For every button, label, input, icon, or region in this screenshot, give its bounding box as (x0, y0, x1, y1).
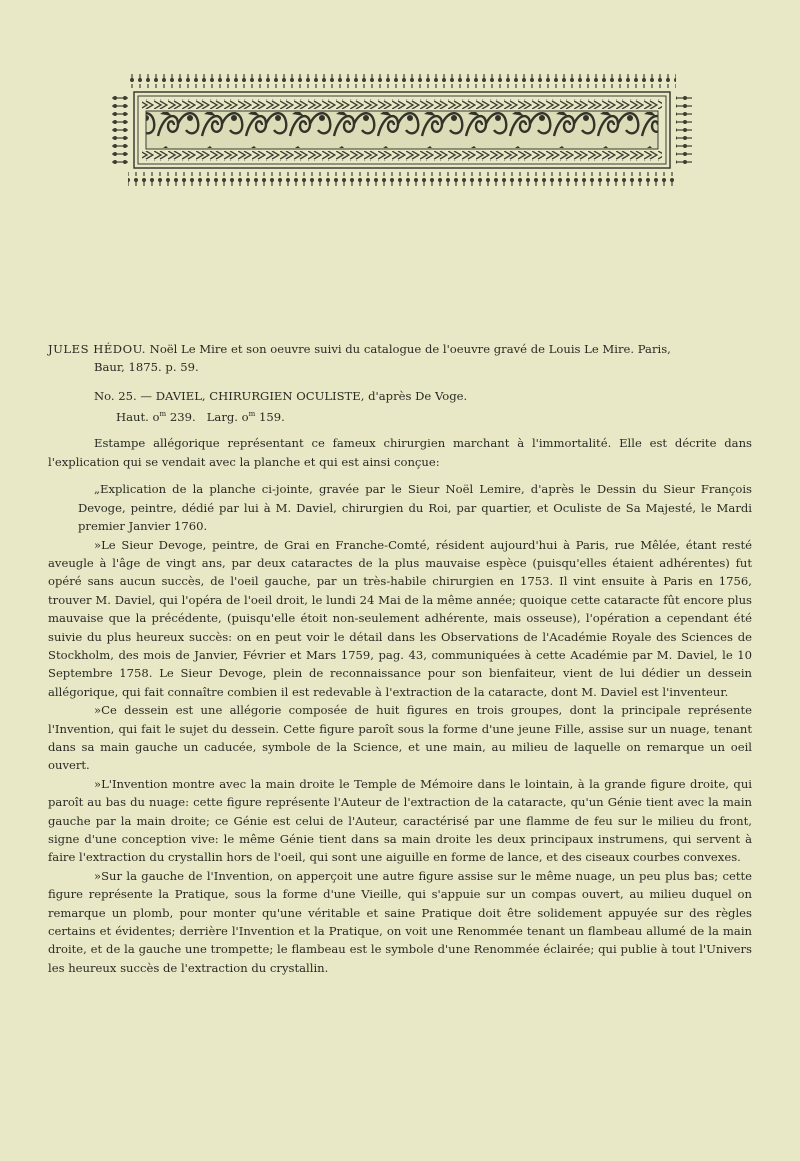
catalogue-entry (94, 387, 752, 427)
citation-text: Noël Le Mire et son oeuvre suivi du catalogue de l'oeuvre gravé de Louis Le Mire. Paris, (149, 342, 671, 356)
paragraph-explication: „Explication de la planche ci-jointe, gravée par le Sieur Noël Lemire, d'après le Dessin du Sieur François Devoge, peintre, dédié par lui à M. Daviel, chirurgien du Roi, par quartier, et Oculiste de Sa Majesté, le Mardi premier Janvier 1760. (78, 482, 752, 534)
decorative-header-ornament (112, 70, 692, 190)
citation-publisher: Baur, 1875. p. 59. (94, 360, 199, 375)
paragraph-pratique: »Sur la gauche de l'Invention, on apperçoit une autre figure assise sur le même nuage, un peu plus bas; cette figure représente la Pratique, sous la forme d'une Vieille, qui s'appuie sur un compas ouvert, au milieu duquel on remarque un plomb, pour monter qu'une véritable et saine Pratique doit être solidement appuyée sur des règles certains et évidentes; derrière l'Invention et la Pratique, on voit une Renommée tenant un flambeau allumé de la main droite, et de la gauche une trompette; le flambeau est le symbole d'une Renommée éclairée; qui publie à tout l'Univers les heureux succès de l'extraction du crystallin. (48, 868, 752, 975)
paragraph-devoge: »Le Sieur Devoge, peintre, de Grai en Franche-Comté, résident aujourd'hui à Paris, rue Mêlée, étant resté aveugle à l'âge de vingt ans, par deux cataractes de la plus mauvaise espèce (puisqu'elles étaient adhérentes) fut opéré sans aucun succès, de l'oeil gauche, par un très-habile chirurgien en 1753. Il vint ensuite à Paris en 1756, trouver M. Daviel, qui l'opéra de l'oeil droit, le lundi 24 Mai de la même année; quoique cette cataracte fût encore plus mauvaise que la précédente, (puisqu'elle étoit non-seulement adhérente, mais osseuse), l'opération a cependant été suivie du plus heureux succès: on en peut voir le détail dans les Observations de l'Académie Royale des Sciences de Stockholm, des mois de Janvier, Février et Mars 1759, pag. 43, communiquées à cette Académie par M. Daviel, le 10 Septembre 1758. Le Sieur Devoge, plein de reconnaissance pour son bienfaiteur, vient de lui dédier un dessein allégorique, qui fait connaître combien il est redevable à l'extraction de la cataracte, dont M. Daviel est l'inventeur. (48, 537, 752, 699)
citation (48, 340, 752, 377)
paragraph-intro: Estampe allégorique représentant ce fameux chirurgien marchant à l'immortalité. Elle est décrite dans l'explication qui se vendait avec la planche et qui est ainsi conçue: (48, 436, 752, 469)
author-name: JULES HÉDOU. (48, 342, 146, 356)
entry-dimensions: Haut. $o^m$ 239. Larg. $o^m$ 159. (116, 410, 285, 425)
document-body (48, 340, 752, 977)
entry-title: No. 25. — DAVIEL, CHIRURGIEN OCULISTE, d'après De Voge. (94, 388, 468, 403)
paragraph-invention: »L'Invention montre avec la main droite le Temple de Mémoire dans le lointain, à la grande figure droite, qui paroît au bas du nuage: cette figure représente l'Auteur de l'extraction de la cataracte, qu'un Génie tient avec la main gauche par la main droite; ce Génie est celui de l'Auteur, caractérisé par une flamme de feu sur le milieu du front, signe d'une conception vive: le même Génie tient dans sa main droite les deux principaux instrumens, qui servent à faire l'extraction du crystallin hors de l'oeil, qui sont une aiguille en forme de lance, et des ciseaux courbes convexes. (48, 776, 752, 865)
paragraph-allegory: »Ce dessein est une allégorie composée de huit figures en trois groupes, dont la principale représente l'Invention, qui fait le sujet du dessein. Cette figure paroît sous la forme d'une jeune Fille, assise sur un nuage, tenant dans sa main gauche un caducée, symbole de la Science, et une main, au milieu de laquelle on remarque un oeil ouvert. (48, 703, 752, 773)
